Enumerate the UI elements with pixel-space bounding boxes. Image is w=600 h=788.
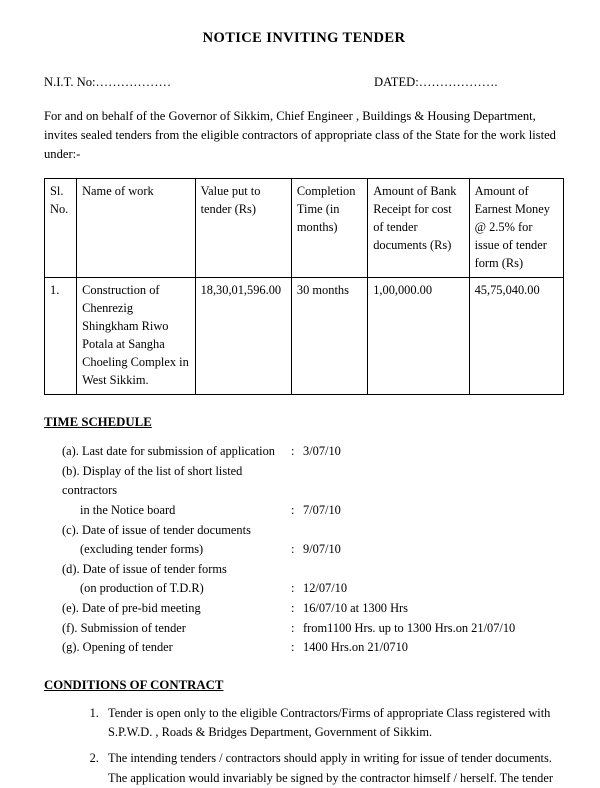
list-item bbox=[44, 619, 564, 639]
schedule-sublabel: in the Notice board bbox=[80, 503, 176, 518]
cell-completion-time: 30 months bbox=[291, 278, 367, 395]
table-header-row bbox=[45, 179, 564, 278]
list-item bbox=[44, 599, 564, 619]
intro-paragraph: For and on behalf of the Governor of Sikkim, Chief Engineer , Buildings & Housing Department, invites sealed tenders from the eligible contractors of appropriate class of the State for the work listed under:- bbox=[44, 109, 556, 162]
list-item bbox=[44, 521, 564, 541]
dated-label: DATED:………………. bbox=[374, 75, 498, 89]
column-header-sl-no: Sl. No. bbox=[45, 179, 77, 278]
column-header-name-of-work: Name of work bbox=[77, 179, 195, 278]
schedule-label: (e). Date of pre-bid meeting bbox=[62, 601, 201, 615]
list-item-continuation bbox=[44, 501, 564, 521]
schedule-sublabel: (excluding tender forms) bbox=[80, 542, 204, 557]
schedule-colon: : bbox=[291, 542, 295, 557]
conditions-list bbox=[44, 704, 564, 788]
schedule-value: 9/07/10 bbox=[303, 542, 341, 557]
tender-table bbox=[44, 178, 564, 395]
time-schedule-heading: TIME SCHEDULE bbox=[44, 415, 152, 430]
cell-value-put-to-tender: 18,30,01,596.00 bbox=[195, 278, 291, 395]
schedule-colon bbox=[291, 560, 303, 580]
schedule-colon: : bbox=[291, 444, 295, 459]
schedule-value: 1400 Hrs.on 21/0710 bbox=[303, 640, 408, 655]
list-item bbox=[44, 638, 564, 658]
table-row bbox=[45, 278, 564, 395]
schedule-label: (b). Display of the list of short listed contractors bbox=[62, 463, 243, 498]
schedule-value: 16/07/10 at 1300 Hrs bbox=[303, 601, 408, 615]
list-item bbox=[44, 560, 564, 580]
list-item bbox=[44, 442, 564, 462]
schedule-value: 7/07/10 bbox=[303, 503, 341, 518]
page-title: NOTICE INVITING TENDER bbox=[202, 30, 406, 46]
schedule-value: 3/07/10 bbox=[303, 444, 341, 459]
column-header-completion-time: Completion Time (in months) bbox=[291, 179, 367, 278]
time-schedule-list bbox=[44, 442, 564, 658]
schedule-label: (d). Date of issue of tender forms bbox=[62, 561, 227, 576]
schedule-colon bbox=[291, 462, 303, 501]
schedule-colon: : bbox=[291, 620, 295, 635]
list-item: 1. Tender is open only to the eligible Contractors/Firms of appropriate Class registered with S.P.W.D. , Roads & Bridges Department, Government of Sikkim. bbox=[102, 704, 564, 743]
schedule-value bbox=[303, 560, 564, 580]
schedule-colon: : bbox=[291, 601, 295, 615]
column-header-earnest-money: Amount of Earnest Money @ 2.5% for issue of tender form (Rs) bbox=[469, 179, 563, 278]
schedule-label: (f). Submission of tender bbox=[62, 620, 186, 635]
schedule-colon: : bbox=[291, 640, 295, 655]
conditions-section bbox=[44, 704, 564, 788]
schedule-label: (c). Date of issue of tender documents bbox=[62, 522, 251, 537]
cell-sl-no: 1. bbox=[45, 278, 77, 395]
nit-number-label: N.I.T. No:……………… bbox=[44, 75, 172, 89]
schedule-value bbox=[303, 462, 564, 501]
schedule-colon: : bbox=[291, 503, 295, 518]
schedule-label: (g). Opening of tender bbox=[62, 640, 173, 655]
reference-row bbox=[44, 75, 564, 90]
list-item bbox=[44, 462, 564, 501]
schedule-colon bbox=[291, 521, 303, 541]
conditions-heading: CONDITIONS OF CONTRACT bbox=[44, 677, 224, 692]
list-item-continuation bbox=[44, 579, 564, 599]
cell-earnest-money: 45,75,040.00 bbox=[469, 278, 563, 395]
column-header-bank-receipt: Amount of Bank Receipt for cost of tender documents (Rs) bbox=[368, 179, 469, 278]
cell-name-of-work: Construction of Chenrezig Shingkham Riwo Potala at Sangha Choeling Complex in West Sikkim. bbox=[77, 278, 195, 395]
schedule-label: (a). Last date for submission of application bbox=[62, 444, 275, 459]
cell-bank-receipt: 1,00,000.00 bbox=[368, 278, 469, 395]
column-header-value-put-to-tender: Value put to tender (Rs) bbox=[195, 179, 291, 278]
schedule-value: from1100 Hrs. up to 1300 Hrs.on 21/07/10 bbox=[303, 620, 516, 635]
schedule-colon: : bbox=[291, 581, 295, 596]
list-item: 2. The intending tenders / contractors should apply in writing for issue of tender documents. The application would invariably be signed by the contractor himself / herself. The tender bbox=[102, 749, 564, 788]
schedule-value: 12/07/10 bbox=[303, 581, 348, 596]
list-item-continuation bbox=[44, 540, 564, 560]
schedule-sublabel: (on production of T.D.R) bbox=[80, 581, 204, 596]
schedule-value bbox=[303, 521, 564, 541]
